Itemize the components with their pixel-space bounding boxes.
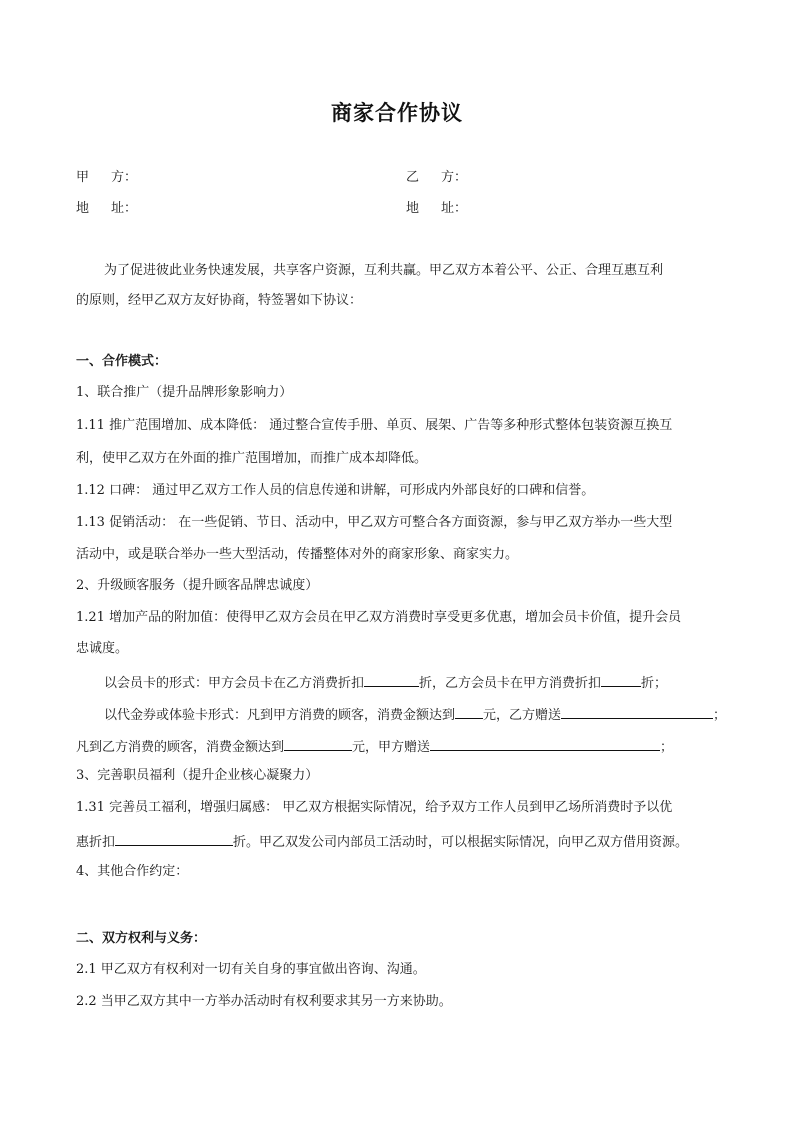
staff-discount-blank[interactable] [115,832,233,846]
party-b-card-discount-blank[interactable] [601,673,641,687]
member-card-text-1: 以会员卡的形式：甲方会员卡在乙方消费折扣 [104,676,365,691]
preamble-line-1: 为了促进彼此业务快速发展，共享客户资源，互利共赢。甲乙双方本着公平、公正、合理互惠互利 [104,263,664,278]
party-b-label-char2: 方： [441,170,468,185]
member-card-text-3: 折； [641,676,668,691]
item-1-title: 1、联合推广（提升品牌形象影响力） [76,385,293,400]
address-b-label-char2: 址： [441,201,468,216]
party-a-label-char2: 方： [111,170,138,185]
clause-1-31-line-2 [76,832,688,851]
item-3-title: 3、完善职员福利（提升企业核心凝聚力） [76,768,319,783]
party-b-spend-amount-blank[interactable] [284,737,352,751]
voucher-text-5: 元，甲方赠送 [352,740,431,755]
clause-1-13-line-1: 1.13 促销活动： 在一些促销、节日、活动中，甲乙双方可整合各方面资源，参与甲乙双方举办一些大型 [76,515,673,530]
clause-1-11-line-2: 利，使甲乙双方在外面的推广范围增加，而推广成本却降低。 [76,451,428,466]
party-a-card-discount-blank[interactable] [364,673,419,687]
clause-1-11-line-1: 1.11 推广范围增加、成本降低： 通过整合宣传手册、单页、展架、广告等多种形式整体包装资源互换互 [76,418,673,433]
voucher-text-3: ； [713,708,727,723]
preamble-line-2: 的原则，经甲乙双方友好协商，特签署如下协议： [76,293,363,308]
address-b-label-char1: 地 [406,201,420,216]
party-b-label-char1: 乙 [406,170,420,185]
clause-2-2: 2.2 当甲乙双方其中一方举办活动时有权利要求其另一方来协助。 [76,994,452,1009]
clause-1-21-line-1: 1.21 增加产品的附加值：使得甲乙双方会员在甲乙双方消费时享受更多优惠，增加会员卡价值，提升会员 [76,610,682,625]
party-b-label [406,170,467,186]
party-a-label [76,170,137,186]
clause-1-13-line-2: 活动中，或是联合举办一些大型活动，传播整体对外的商家形象、商家实力。 [76,547,519,562]
party-b-gift-blank[interactable] [561,705,713,719]
clause-1-12: 1.12 口碑： 通过甲乙双方工作人员的信息传递和讲解，可形成内外部良好的口碑和信誉。 [76,483,595,498]
party-a-label-char1: 甲 [76,170,90,185]
voucher-line-1 [104,705,726,724]
item-2-title: 2、升级顾客服务（提升顾客品牌忠诚度） [76,578,319,593]
voucher-text-1: 以代金券或体验卡形式：凡到甲方消费的顾客，消费金额达到 [104,708,456,723]
clause-1-31-text-a: 惠折扣 [76,835,116,850]
clause-2-1: 2.1 甲乙双方有权利对一切有关自身的事宜做出咨询、沟通。 [76,962,426,977]
clause-1-31-text-b: 折。甲乙双发公司内部员工活动时，可以根据实际情况，向甲乙双方借用资源。 [233,835,689,850]
voucher-text-6: ； [660,740,674,755]
document-title: 商家合作协议 [331,100,463,125]
clause-1-31-line-1: 1.31 完善员工福利，增强归属感： 甲乙双方根据实际情况，给予双方工作人员到甲乙场所消费时予以优 [76,800,673,815]
voucher-line-2 [76,737,673,756]
address-a-label [76,201,137,217]
voucher-text-2: 元，乙方赠送 [483,708,562,723]
party-a-spend-amount-blank[interactable] [455,705,483,719]
item-4-title: 4、其他合作约定： [76,864,189,879]
clause-1-21-line-2: 忠诚度。 [76,641,129,656]
member-card-discount-line [104,673,667,692]
address-a-label-char1: 地 [76,201,90,216]
address-a-label-char2: 址： [111,201,138,216]
party-a-gift-blank[interactable] [430,737,660,751]
section-2-heading: 二、双方权利与义务： [76,931,207,946]
address-b-label [406,201,467,217]
member-card-text-2: 折，乙方会员卡在甲方消费折扣 [419,676,602,691]
voucher-text-4: 凡到乙方消费的顾客，消费金额达到 [76,740,285,755]
section-1-heading: 一、合作模式： [76,354,168,369]
